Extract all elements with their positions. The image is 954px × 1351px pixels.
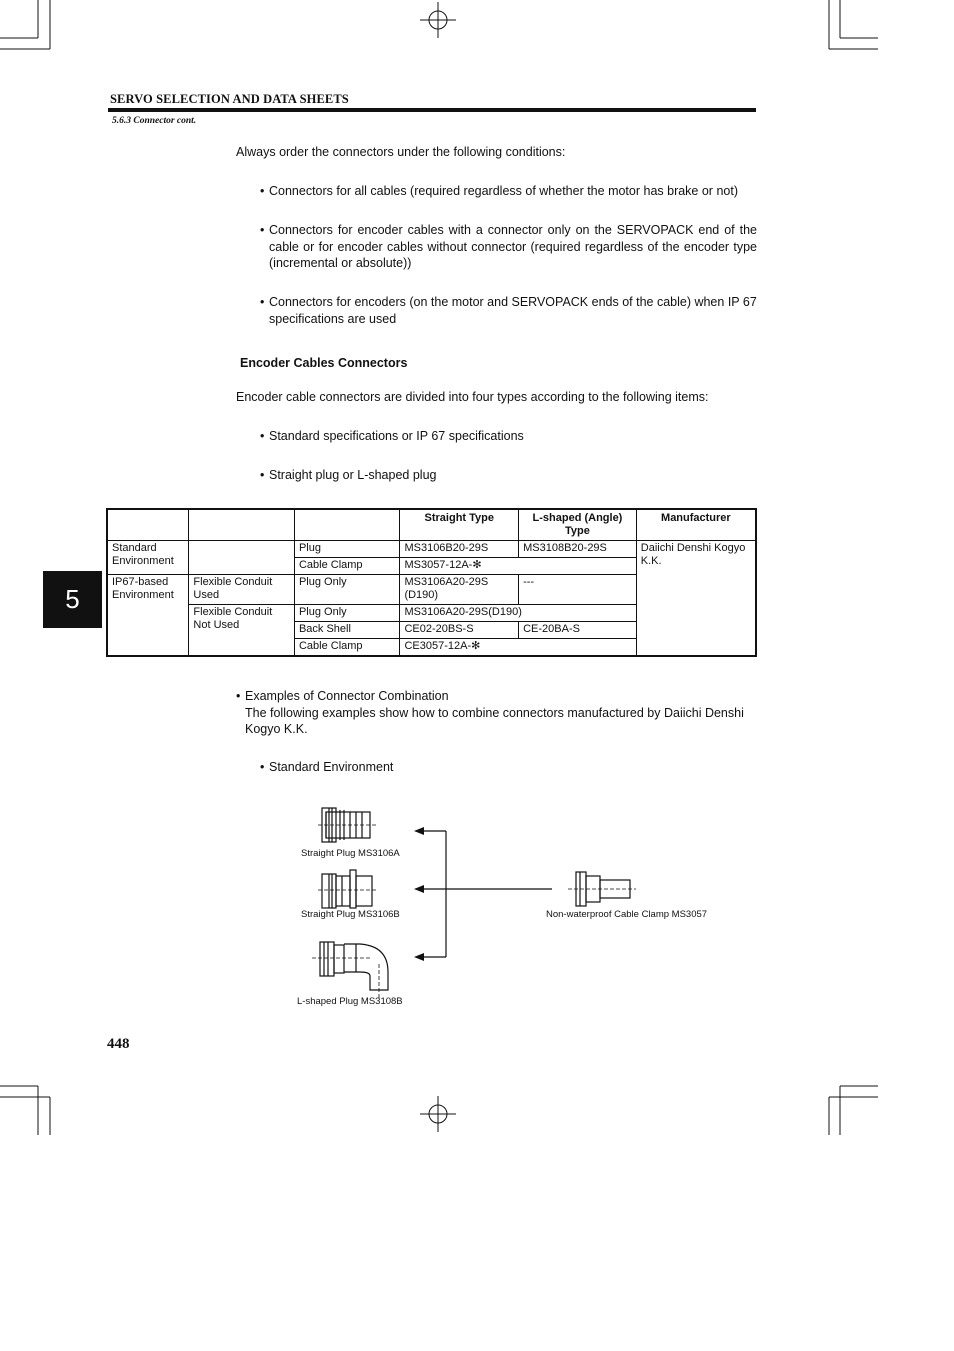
table-row: Back Shell CE02-20BS-S CE-20BA-S	[107, 622, 756, 639]
page-number: 448	[107, 1036, 130, 1052]
l-shaped-plug-icon	[312, 942, 388, 998]
examples-title: Examples of Connector Combination	[245, 689, 449, 703]
caption-plug-l: L-shaped Plug MS3108B	[297, 996, 403, 1007]
encoder-item: • Straight plug or L-shaped plug	[260, 468, 437, 482]
condition-item: • Connectors for all cables (required regardless of whether the motor has brake or not)	[260, 184, 738, 198]
table-row: Flexible Conduit Not Used Plug Only MS3106A20-29S(D190)	[107, 605, 756, 622]
col-manufacturer: Manufacturer	[636, 509, 756, 541]
straight-plug-b-icon	[318, 870, 378, 908]
straight-plug-a-icon	[318, 808, 378, 842]
caption-clamp: Non-waterproof Cable Clamp MS3057	[546, 909, 708, 920]
caption-plug-a: Straight Plug MS3106A	[301, 848, 400, 859]
section-header: SERVO SELECTION AND DATA SHEETS	[110, 92, 349, 106]
caption-plug-b: Straight Plug MS3106B	[301, 909, 400, 920]
table-row: IP67-based Environment Flexible Conduit Used Plug Only MS3106A20-29S (D190) ---	[107, 575, 756, 605]
examples-text: The following examples show how to combine connectors manufactured by Daiichi Denshi Kogyo K.K.	[245, 705, 744, 736]
examples-block: • Examples of Connector Combination The following examples show how to combine connectors manufactured by Daiichi Denshi Kogyo K.K.	[236, 689, 744, 736]
encoder-intro: Encoder cable connectors are divided into four types according to the following items:	[236, 390, 709, 404]
encoder-heading: Encoder Cables Connectors	[240, 356, 408, 370]
cable-clamp-icon	[568, 872, 636, 906]
condition-item: • Connectors for encoder cables with a connector only on the SERVOPACK end of the cable or for encoder cables without connector (required regardless of the encoder type (incremental or absolute))	[260, 223, 757, 270]
arrow-heads	[414, 827, 424, 961]
intro-text: Always order the connectors under the following conditions:	[236, 145, 566, 159]
table-row: Cable Clamp MS3057-12A-✻	[107, 558, 756, 575]
chapter-tab: 5	[43, 571, 102, 628]
standard-env-item: • Standard Environment	[260, 760, 394, 774]
table-row: Cable Clamp CE3057-12A-✻	[107, 639, 756, 657]
col-straight-type: Straight Type	[400, 509, 519, 541]
encoder-item: • Standard specifications or IP 67 specifications	[260, 429, 524, 443]
manufacturer-cell: Daiichi Denshi Kogyo K.K.	[636, 541, 756, 657]
table-row: Standard Environment Plug MS3106B20-29S MS3108B20-29S Daiichi Denshi Kogyo K.K.	[107, 541, 756, 558]
col-l-shaped-type: L-shaped (Angle) Type	[519, 509, 637, 541]
subsection-label: 5.6.3 Connector cont.	[112, 116, 197, 126]
condition-item: • Connectors for encoders (on the motor and SERVOPACK ends of the cable) when IP 67 specifications are used	[260, 295, 757, 326]
